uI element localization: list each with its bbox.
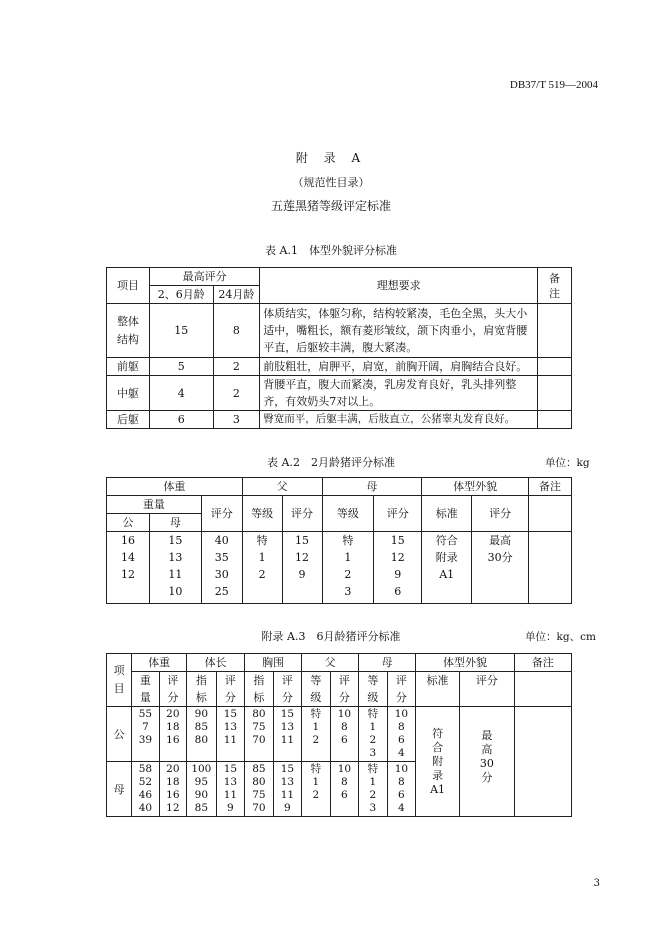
- table3-caption: 附录 A.3 6月龄猪评分标准: [261, 630, 401, 643]
- t1-score1: 15: [149, 304, 213, 358]
- t3-h-lindex: 指 标: [187, 672, 217, 707]
- t1-score1: 5: [149, 358, 213, 376]
- table-a2: [106, 477, 572, 604]
- t1-note: [538, 411, 572, 429]
- t3-female-label: 母: [107, 762, 132, 817]
- appendix-type: （规范性目录）: [292, 176, 370, 189]
- t3-h-mass: 重 量: [132, 672, 159, 707]
- t3-male-chest: 80 75 70: [245, 707, 274, 762]
- t3-h-mscore: 评 分: [387, 672, 416, 707]
- table-row: [107, 532, 572, 604]
- t2-h-fgrade: 等级: [242, 496, 282, 532]
- t3-h-chest: 胸围: [245, 654, 302, 672]
- t2-h-score: 评分: [201, 496, 242, 532]
- t2-mother-grades: 特 1 2 3: [322, 532, 374, 604]
- t2-note: [529, 532, 572, 604]
- t2-h-mgrade: 等级: [322, 496, 374, 532]
- document-code: DB37/T 519—2004: [509, 79, 598, 91]
- t1-note: [538, 304, 572, 358]
- t2-h-father: 父: [242, 478, 322, 496]
- table-row: [107, 411, 572, 429]
- t3-note: [514, 707, 571, 817]
- table-row: [107, 358, 572, 376]
- t3-h-wscore: 评 分: [159, 672, 186, 707]
- t2-father-grades: 特 1 2: [242, 532, 282, 604]
- t1-note: [538, 358, 572, 376]
- t3-h-fgrade: 等 级: [302, 672, 331, 707]
- t1-h-age1: 2、6月龄: [149, 286, 213, 304]
- t1-score2: 2: [213, 376, 260, 411]
- t2-h-std: 标准: [422, 496, 472, 532]
- t2-h-weight: 体重: [107, 478, 243, 496]
- t3-h-item: 项 目: [107, 654, 132, 707]
- t1-req: 背腰平直，腹大而紧凑，乳房发育良好，乳头排列整齐，有效奶头7对以上。: [260, 376, 538, 411]
- t2-body-standard: 符合 附录 A1: [422, 532, 472, 604]
- t1-item: 前躯: [107, 358, 150, 376]
- t1-score1: 6: [149, 411, 213, 429]
- table2-caption: 表 A.2 2月龄猪评分标准: [267, 456, 395, 469]
- t2-h-female: 母: [149, 514, 201, 532]
- t2-mother-scores: 15 12 9 6: [374, 532, 422, 604]
- t3-h-std: 标准: [416, 672, 460, 707]
- t2-h-body: 体型外貌: [422, 478, 529, 496]
- t3-male-lscore: 15 13 11: [216, 707, 245, 762]
- table3-unit: 单位：kg、cm: [525, 631, 596, 643]
- t3-h-weight: 体重: [132, 654, 187, 672]
- t2-h-bscore: 评分: [472, 496, 529, 532]
- t3-male-length: 90 85 80: [187, 707, 217, 762]
- t3-female-length: 100 95 90 85: [187, 762, 217, 817]
- t3-female-wscore: 20 18 16 12: [159, 762, 186, 817]
- t3-male-label: 公: [107, 707, 132, 762]
- t3-male-weight: 55 7 39: [132, 707, 159, 762]
- t3-female-fgrade: 特 1 2: [302, 762, 331, 817]
- appendix-title: 附 录 A: [295, 151, 367, 165]
- t3-male-wscore: 20 18 16: [159, 707, 186, 762]
- t1-req: 臀宽而平，后躯丰满，后肢直立，公猪睾丸发育良好。: [260, 411, 538, 429]
- t1-h-req: 理想要求: [260, 268, 538, 304]
- t2-h-mscore: 评分: [374, 496, 422, 532]
- t1-item: 整体结构: [116, 314, 139, 346]
- t1-score2: 3: [213, 411, 260, 429]
- t1-h-item: 项目: [107, 268, 150, 304]
- t1-req: 前肢粗壮，肩胛平，肩宽，前胸开阔，肩胸结合良好。: [260, 358, 538, 376]
- t2-h-male: 公: [107, 514, 150, 532]
- t1-h-note: 备注: [538, 268, 572, 304]
- t3-h-bscore: 评分: [460, 672, 515, 707]
- t2-father-scores: 15 12 9: [282, 532, 322, 604]
- t3-h-body: 体型外貌: [416, 654, 515, 672]
- table1-caption: 表 A.1 体型外貌评分标准: [265, 244, 397, 257]
- t3-h-fscore: 评 分: [330, 672, 359, 707]
- t1-h-max: 最高评分: [149, 268, 259, 286]
- t3-h-length: 体长: [187, 654, 245, 672]
- t2-h-mass: 重量: [107, 496, 202, 514]
- t3-h-mgrade: 等 级: [359, 672, 388, 707]
- t2-female-weights: 15 13 11 10: [149, 532, 201, 604]
- t3-h-father: 父: [302, 654, 359, 672]
- t3-h-note: 备注: [514, 654, 571, 672]
- t2-note-head: [529, 496, 572, 532]
- t1-score1: 4: [149, 376, 213, 411]
- t3-h-cindex: 指 标: [245, 672, 274, 707]
- table-row: [107, 707, 572, 762]
- t1-h-age2: 24月龄: [213, 286, 260, 304]
- t3-h-mother: 母: [359, 654, 416, 672]
- t1-score2: 2: [213, 358, 260, 376]
- t3-note-head: [514, 672, 571, 707]
- t1-item: 后躯: [107, 411, 150, 429]
- t3-male-mgrade: 特 1 2 3: [359, 707, 388, 762]
- table-a1: [106, 267, 572, 429]
- t3-female-mgrade: 特 1 2 3: [359, 762, 388, 817]
- t3-female-mscore: 10 8 6 4: [387, 762, 416, 817]
- table2-unit: 单位：kg: [545, 457, 590, 469]
- t3-female-fscore: 10 8 6: [330, 762, 359, 817]
- page-number: 3: [593, 878, 600, 889]
- table-row: [107, 376, 572, 411]
- t3-h-lscore: 评 分: [216, 672, 245, 707]
- t3-female-weight: 58 52 46 40: [132, 762, 159, 817]
- t1-note: [538, 376, 572, 411]
- t3-male-fscore: 10 8 6: [330, 707, 359, 762]
- t1-score2: 8: [213, 304, 260, 358]
- t2-weight-scores: 40 35 30 25: [201, 532, 242, 604]
- t3-male-mscore: 10 8 6 4: [387, 707, 416, 762]
- t3-male-cscore: 15 13 11: [273, 707, 302, 762]
- t2-h-note: 备注: [529, 478, 572, 496]
- t3-female-lscore: 15 13 11 9: [216, 762, 245, 817]
- t1-req: 体质结实，体躯匀称，结构较紧凑，毛色全黑，头大小适中，嘴粗长，额有菱形皱纹，颌下肉垂小，肩宽背腰平直，后躯较丰满，腹大紧凑。: [260, 304, 538, 358]
- t3-h-cscore: 评 分: [273, 672, 302, 707]
- t2-male-weights: 16 14 12: [107, 532, 150, 604]
- t2-body-score: 最高 30分: [472, 532, 529, 604]
- t3-female-chest: 85 80 75 70: [245, 762, 274, 817]
- t2-h-fscore: 评分: [282, 496, 322, 532]
- t3-body-standard: 符 合 附 录 A1: [416, 707, 460, 817]
- t1-item: 中躯: [107, 376, 150, 411]
- t3-male-fgrade: 特 1 2: [302, 707, 331, 762]
- t3-female-cscore: 15 13 11 9: [273, 762, 302, 817]
- t3-body-score: 最 高 30 分: [460, 707, 515, 817]
- main-title: 五莲黑猪等级评定标准: [270, 199, 391, 213]
- table-a3: [106, 653, 572, 817]
- t2-h-mother: 母: [322, 478, 422, 496]
- table-row: [107, 304, 572, 358]
